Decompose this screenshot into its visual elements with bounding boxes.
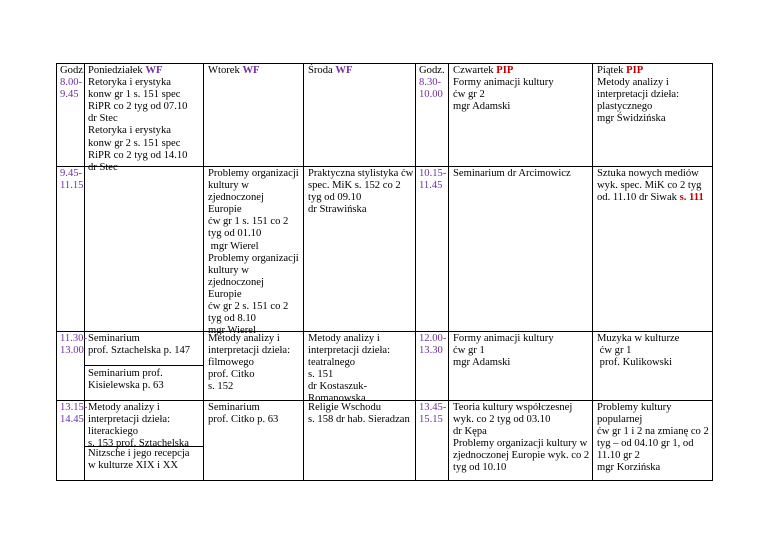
class-line: Religie Wschodu — [308, 402, 382, 413]
class-line: interpretacji dzieła: — [208, 345, 291, 357]
time-slot-row4-b — [419, 402, 448, 426]
class-line: interpretacji dzieła: — [88, 414, 171, 426]
class-line: ćw gr 1 s. 151 co 2 — [208, 216, 289, 228]
day-header — [597, 65, 712, 77]
time-range-end: 10.00 — [419, 89, 443, 101]
day-header — [208, 65, 303, 77]
time-range-end: 11.45 — [419, 180, 443, 192]
class-line: RiPR co 2 tyg od 14.10 — [88, 149, 188, 161]
class-line: prof. Citko — [208, 369, 255, 381]
class-line: s. 158 dr hab. Sieradzan — [308, 414, 410, 426]
class-line: Retoryka i erystyka — [88, 125, 171, 137]
cell-tue-row4 — [208, 402, 303, 426]
header-time-1 — [60, 65, 84, 101]
class-line: Metody analizy i — [308, 333, 380, 344]
class-line: zjednoczonej Europie wyk. co 2 — [453, 450, 590, 462]
class-line: Formy animacji kultury — [453, 77, 554, 89]
class-line: interpretacji dzieła: — [308, 345, 391, 357]
time-range-end: 15.15 — [419, 414, 443, 426]
class-line: kultury w — [208, 180, 249, 192]
class-line: Problemy kultury — [597, 402, 672, 413]
class-line: konw gr 2 s. 151 spec — [88, 137, 181, 149]
class-line: Retoryka i erystyka — [88, 77, 171, 89]
class-text: od. 11.10 dr Siwak — [597, 192, 677, 204]
day-header — [88, 65, 203, 77]
class-line: prof. Kulikowski — [597, 357, 673, 369]
day-tag: PIP — [496, 65, 514, 76]
day-name: Poniedziałek — [88, 65, 143, 76]
header-monday — [88, 65, 203, 174]
day-tag: WF — [335, 65, 353, 76]
class-line: Formy animacji kultury — [453, 333, 554, 344]
cell-mon-row4-a — [88, 402, 203, 450]
class-line: zjednoczonej — [208, 276, 264, 288]
class-line: Seminarium prof. — [88, 368, 163, 379]
class-line: filmowego — [208, 357, 254, 369]
cell-mon-row4-b — [88, 448, 203, 472]
cell-wed-row2 — [308, 168, 415, 216]
class-line: Metody analizy i — [88, 402, 160, 413]
room-badge: s. 111 — [679, 192, 704, 204]
class-line: ćw gr 2 s. 151 co 2 — [208, 301, 289, 313]
class-line: tyg od 01.10 — [208, 228, 262, 240]
time-range-end: 11.15 — [60, 180, 84, 192]
time-slot-row3-b — [419, 333, 448, 357]
cell-mon-row3-b — [88, 368, 203, 392]
class-line: popularnej — [597, 414, 643, 426]
class-line: mgr Adamski — [453, 101, 511, 113]
time-slot-row3 — [60, 333, 87, 357]
class-line: mgr Korzińska — [597, 462, 661, 474]
header-thursday — [453, 65, 592, 113]
cell-tue-row2 — [208, 168, 303, 337]
cell-thu-row2 — [453, 168, 592, 180]
class-line: Sztuka nowych mediów — [597, 168, 699, 179]
cell-thu-row4 — [453, 402, 592, 475]
day-name: Czwartek — [453, 65, 494, 76]
class-line: interpretacji dzieła: — [597, 89, 680, 101]
class-line: Muzyka w kulturze — [597, 333, 680, 344]
class-line: 11.10 gr 2 — [597, 450, 640, 462]
day-header — [453, 65, 592, 77]
day-name: Środa — [308, 65, 333, 76]
cell-wed-row3 — [308, 333, 415, 406]
class-line: Europie — [208, 204, 242, 216]
cell-fri-row2 — [597, 168, 712, 204]
class-line: ćw gr 1 i 2 na zmianę co 2 — [597, 426, 709, 438]
class-line: tyg – od 04.10 gr 1, od — [597, 438, 694, 450]
class-line: dr Strawińska — [308, 204, 367, 216]
time-range-start: 12.00- — [419, 333, 447, 344]
class-line: RiPR co 2 tyg od 07.10 — [88, 101, 188, 113]
time-range-start: 13.45- — [419, 402, 447, 413]
cell-fri-row3 — [597, 333, 712, 369]
time-range-end: 9.45 — [60, 89, 79, 101]
class-line: dr Kostaszuk- — [308, 381, 368, 393]
header-tuesday — [208, 65, 303, 77]
header-godz-label: Godz. — [60, 65, 86, 76]
class-line: Romanowska — [308, 393, 366, 405]
class-line: s. 151 — [308, 369, 334, 381]
time-range-start: 8.30- — [419, 77, 442, 89]
class-line: Europie — [208, 288, 242, 300]
class-line: spec. MiK s. 152 co 2 — [308, 180, 401, 192]
class-line: tyg od 10.10 — [453, 462, 507, 474]
time-range-end: 13.00 — [60, 345, 84, 357]
header-time-2 — [419, 65, 448, 101]
header-friday — [597, 65, 712, 125]
class-line: Seminarium — [208, 402, 260, 413]
class-line: Nitzsche i jego recepcja — [88, 448, 190, 459]
day-tag: WF — [145, 65, 163, 76]
time-range-end: 13.30 — [419, 345, 443, 357]
header-wednesday — [308, 65, 415, 77]
class-line: literackiego — [88, 426, 138, 438]
time-slot-row4 — [60, 402, 88, 426]
day-name: Wtorek — [208, 65, 240, 76]
class-line: s. 152 — [208, 381, 234, 393]
time-slot-row2-b — [419, 168, 448, 192]
class-line: Problemy organizacji kultury w — [453, 438, 588, 450]
class-line: prof. Citko p. 63 — [208, 414, 279, 426]
day-name: Piątek — [597, 65, 624, 76]
class-line: mgr Wierel — [208, 325, 256, 337]
cell-mon-row3-a — [88, 333, 203, 357]
class-line: wyk. spec. MiK co 2 tyg — [597, 180, 702, 192]
class-line: dr Stec — [88, 161, 118, 173]
cell-tue-row3 — [208, 333, 303, 393]
class-line: dr Kępa — [453, 426, 487, 438]
class-line: Seminarium — [88, 333, 140, 344]
class-line: tyg od 8.10 — [208, 313, 256, 325]
class-line: mgr Adamski — [453, 357, 511, 369]
class-line: dr Stec — [88, 113, 118, 125]
time-range-start: 11.30- — [60, 333, 87, 344]
class-line: Praktyczna stylistyka ćw — [308, 168, 414, 179]
time-range-start: 10.15- — [419, 168, 447, 179]
time-range-start: 9.45- — [60, 168, 83, 179]
cell-fri-row4 — [597, 402, 712, 475]
cell-wed-row4 — [308, 402, 415, 426]
class-line: plastycznego — [597, 101, 653, 113]
class-line: Problemy organizacji — [208, 252, 299, 264]
class-line: mgr Wierel — [208, 240, 259, 252]
class-line: Metody analizy i — [208, 333, 280, 344]
class-line: kultury w — [208, 264, 249, 276]
class-line: wyk. co 2 tyg od 03.10 — [453, 414, 551, 426]
class-line — [597, 192, 712, 204]
day-header — [308, 65, 415, 77]
header-godz-label: Godz. — [419, 65, 445, 76]
class-line: Metody analizy i — [597, 77, 669, 89]
time-slot-row2 — [60, 168, 84, 192]
time-range-end: 14.45 — [60, 414, 84, 426]
class-line: ćw gr 2 — [453, 89, 485, 101]
class-line: Kisielewska p. 63 — [88, 380, 164, 392]
day-tag: PIP — [626, 65, 644, 76]
class-line: s. 153 prof. Sztachelska — [88, 438, 189, 450]
class-line: mgr Świdzińska — [597, 113, 666, 125]
class-line: tyg od 09.10 — [308, 192, 362, 204]
class-line: ćw gr 1 — [597, 345, 632, 357]
class-line: Seminarium dr Arcimowicz — [453, 168, 571, 179]
class-line: ćw gr 1 — [453, 345, 485, 357]
time-range-start: 8.00- — [60, 77, 83, 89]
class-line: w kulturze XIX i XX — [88, 460, 179, 472]
class-line: Problemy organizacji — [208, 168, 299, 179]
class-line: zjednoczonej — [208, 192, 264, 204]
class-line: teatralnego — [308, 357, 356, 369]
class-line: Teoria kultury współczesnej — [453, 402, 573, 413]
class-line: konw gr 1 s. 151 spec — [88, 89, 181, 101]
time-range-start: 13.15- — [60, 402, 88, 413]
class-line: prof. Sztachelska p. 147 — [88, 345, 191, 357]
day-tag: WF — [242, 65, 260, 76]
cell-thu-row3 — [453, 333, 592, 369]
